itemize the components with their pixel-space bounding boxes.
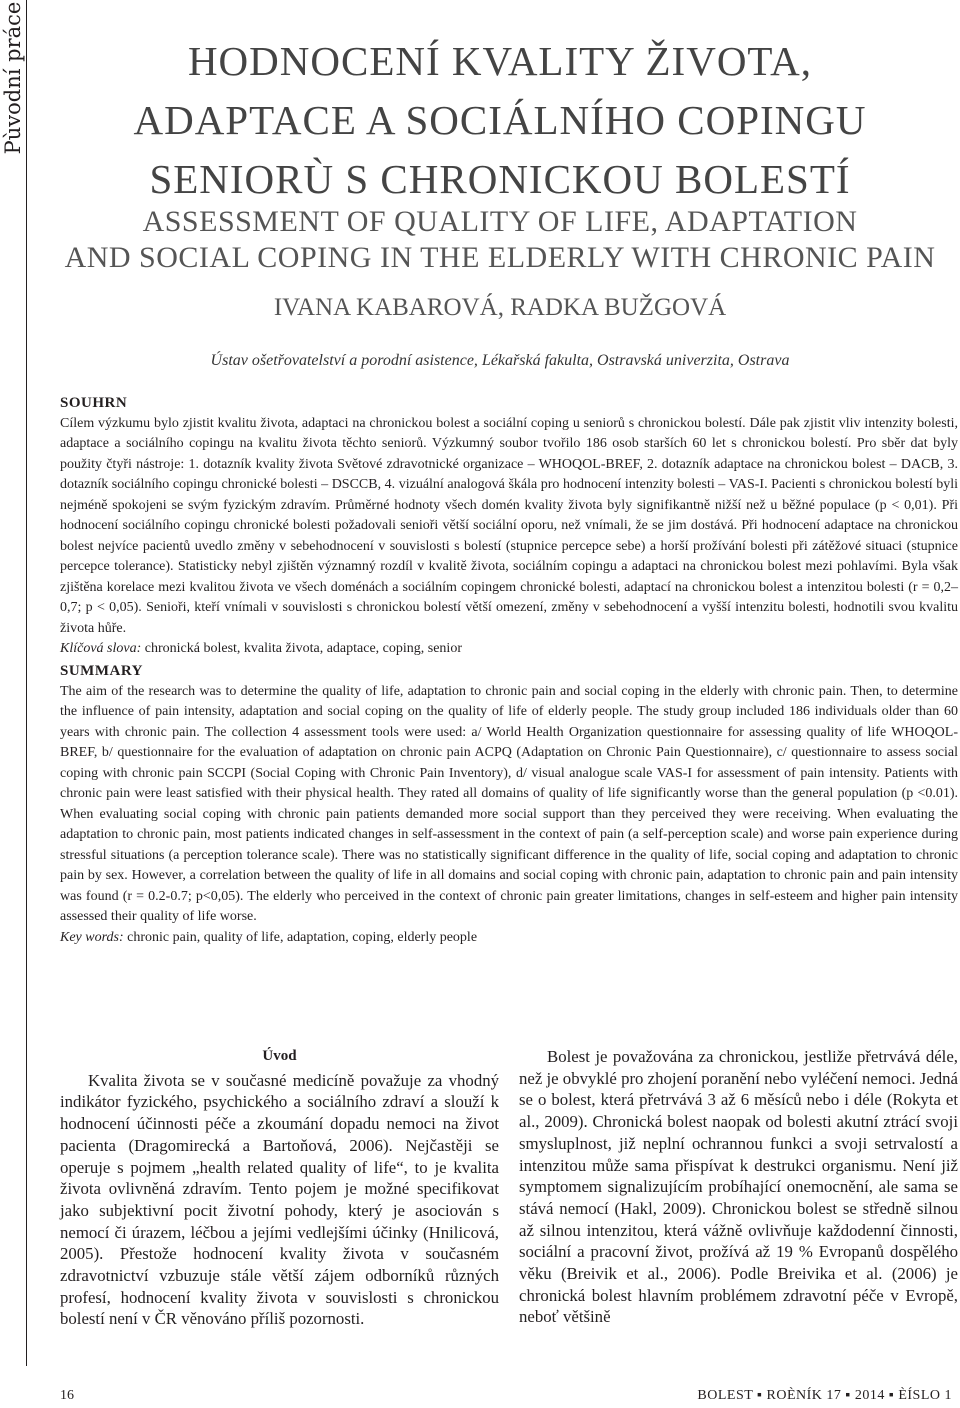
intro-left-column: [60, 1046, 499, 1330]
title-english: [40, 204, 960, 276]
abstract-czech-heading: SOUHRN: [60, 395, 128, 411]
abstract-english-heading: SUMMARY: [60, 663, 143, 679]
keywords-english-text: chronic pain, quality of life, adaptation, coping, elderly people: [123, 929, 478, 945]
section-label: Pùvodní práce: [1, 1, 25, 155]
intro-right-text: Bolest je považována za chronickou, jestliže přetrvává déle, než je obvyklé pro zhojení poranění nebo vyléčení nemoci. Jedná se o bolest, která přetrvává 3 až 6 měsíců nebo i déle (Rokyta et al., 2009). Chronická bolest naopak od bolesti akutní ztrácí svoji smysluplnost, již neplní ochrannou funkci a svoji setrvalostí a intenzitou může sama přispívat k destrukci organismu. Není již symptomem signalizujícím probíhající onemocnění, ale sama se stává nemocí (Hakl, 2009). Chronickou bolest se středně silnou až silnou intenzitou, která vážně ovlivňuje každodenní činnosti, sociální a pracovní život, prožívá až 19 % Evropanů dospělého věku (Breivik et al., 2006). Podle Breivika et al. (2006) je chronická bolest hlavním problémem zdravotní péče v Evropě, neboť většině: [519, 1047, 958, 1327]
title-cz-line: SENIORÙ S CHRONICKOU BOLESTÍ: [149, 156, 851, 202]
abstract-english: [60, 661, 958, 948]
keywords-czech-label: Klíčová slova:: [60, 641, 142, 656]
abstract-czech: [60, 393, 958, 660]
authors: IVANA KABAROVÁ, RADKA BUŽGOVÁ: [273, 294, 727, 321]
abstract-english-text: The aim of the research was to determine the quality of life, adaptation to chronic pain and social coping in the elderly with chronic pain. Then, to determine the influence of pain intensity, adaptation and social coping on the quality of life of elderly people. The study group included 186 individuals older than 60 years with chronic pain. The collection 4 assessment tools were used: a/ World Health Organization questionnaire for assessing quality of life WHOQOL-BREF, b/ questionnaire for the evaluation of adaptation on chronic pain ACPQ (Adaptation on Chronic Pain Questionnaire), c/ questionnaire to assess social coping with chronic pain SCCPI (Social Coping with Chronic Pain Inventory), d/ visual analogue scale VAS-I for assessment of pain intensity. Patients with chronic pain were least satisfied with their physical health. They rated all domains of quality of life significantly worse than the general population (p <0.01). When evaluating social coping with chronic pain patients demanded more social support than they perceived they were receiving. When evaluating the adaptation to chronic pain, most patients indicated changes in self-assessment in the context of pain (a self-perception scale) and worse pain experience during stressful situations (a perception tolerance scale). There was no statistically significant difference in the quality of life, social coping and adaptation to chronic pain by sex. However, a correlation between the quality of life in all domains and social coping with chronic pain, adaptation to chronic pain and pain intensity was found (r = 0.2-0.7; p<0,05). The elderly who perceived in the context of chronic pain greater limitations, changes in self-esteem and higher pain intensity assessed their quality of life worse.: [60, 683, 958, 924]
keywords-english-label: Key words:: [60, 929, 124, 945]
keywords-czech: [60, 639, 958, 660]
abstract-czech-text: Cílem výzkumu bylo zjistit kvalitu života, adaptaci na chronickou bolest a sociální coping u seniorů s chronickou bolestí. Dále pak zjistit vliv intenzity bolesti, adaptace a sociálního copingu na kvalitu života těchto seniorů. Výzkumný soubor tvořilo 186 osob starších 60 let s chronickou bolestí. Pro sběr dat byly použity čtyři nástroje: 1. dotazník kvality života Světové zdravotnické organizace – WHOQOL-BREF, 2. dotazník adaptace na chronickou bolest – DACB, 3. dotazník sociálního copingu chronické bolesti – DSCCB, 4. vizuální analogová škála pro hodnocení intenzity bolesti – VAS-I. Pacienti s chronickou bolestí byli nejméně spokojeni se svým fyzickým zdravím. Průměrné hodnoty všech domén kvality života byly signifikantně nižší než u běžné populace (p < 0,01). Při hodnocení sociálního copingu chronické bolesti požadovali senioři větší sociální oporu, než vnímali, že se jim dostává. Při hodnocení adaptace na chronickou bolest nejvíce pacientů uvedlo změny v sebehodnocení v souvislosti s bolestí (stupnice percepce sebe) a horší prožívání bolesti při zátěžové situaci (stupnice percepce tolerance). Statisticky nebyl zjištěn významný rozdíl v kvalitě života, sociálním copingu a adaptaci na chronickou bolest mezi pohlavími. Byla však zjištěna korelace mezi kvalitou života ve všech doménách a sociálním copingem chronické bolesti, adaptací na chronickou bolest a intenzitou bolesti (r = 0,2–0,7; p < 0,05). Senioři, kteří vnímali v souvislosti s chronickou bolestí větší omezení, změny v sebehodnocení a vyšší intenzitu bolesti, hodnotili svou kvalitu života hůře.: [60, 415, 958, 636]
section-side-tab: [0, 0, 27, 1366]
intro-heading: Úvod: [262, 1048, 297, 1064]
affiliation: Ústav ošetřovatelství a porodní asistence, Lékařská fakulta, Ostravská univerzita, Ostrava: [210, 352, 790, 369]
title-czech: [40, 32, 960, 209]
keywords-czech-text: chronická bolest, kvalita života, adaptace, coping, senior: [141, 641, 462, 656]
keywords-english: [60, 928, 958, 949]
page-number: 16: [60, 1388, 74, 1403]
intro-right-column: [519, 1046, 958, 1328]
intro-left-text: Kvalita života se v současné medicíně považuje za vhodný indikátor fyzického, psychického a sociálního zdraví a slouží k hodnocení účinnosti péče a zkoumání dopadu nemoci na život pacienta (Dragomirecká a Bartoňová, 2006). Nejčastěji se operuje s pojmem „health related quality of life“, to je kvalita života ovlivněná zdravím. Tento pojem je možné specifikovat jako subjektivní pocit životní pohody, který je asociován s nemocí či úrazem, léčbou a jejími vedlejšími účinky (Hnilicová, 2005). Přestože hodnocení kvality života v současném zdravotnictví vzbuzuje stále větší zájem odborníků různých profesí, hodnocení kvality života v souvislosti s chronickou bolestí není v ČR věnováno příliš pozornosti.: [60, 1070, 499, 1329]
title-cz-line: HODNOCENÍ KVALITY ŽIVOTA,: [187, 38, 813, 84]
title-en-line: ASSESSMENT OF QUALITY OF LIFE, ADAPTATION: [142, 205, 858, 238]
title-cz-line: ADAPTACE A SOCIÁLNÍHO COPINGU: [133, 97, 867, 143]
journal-footer: BOLEST ▪ ROÈNÍK 17 ▪ 2014 ▪ ÈÍSLO 1: [697, 1388, 952, 1403]
title-en-line: AND SOCIAL COPING IN THE ELDERLY WITH CHRONIC PAIN: [64, 241, 936, 274]
